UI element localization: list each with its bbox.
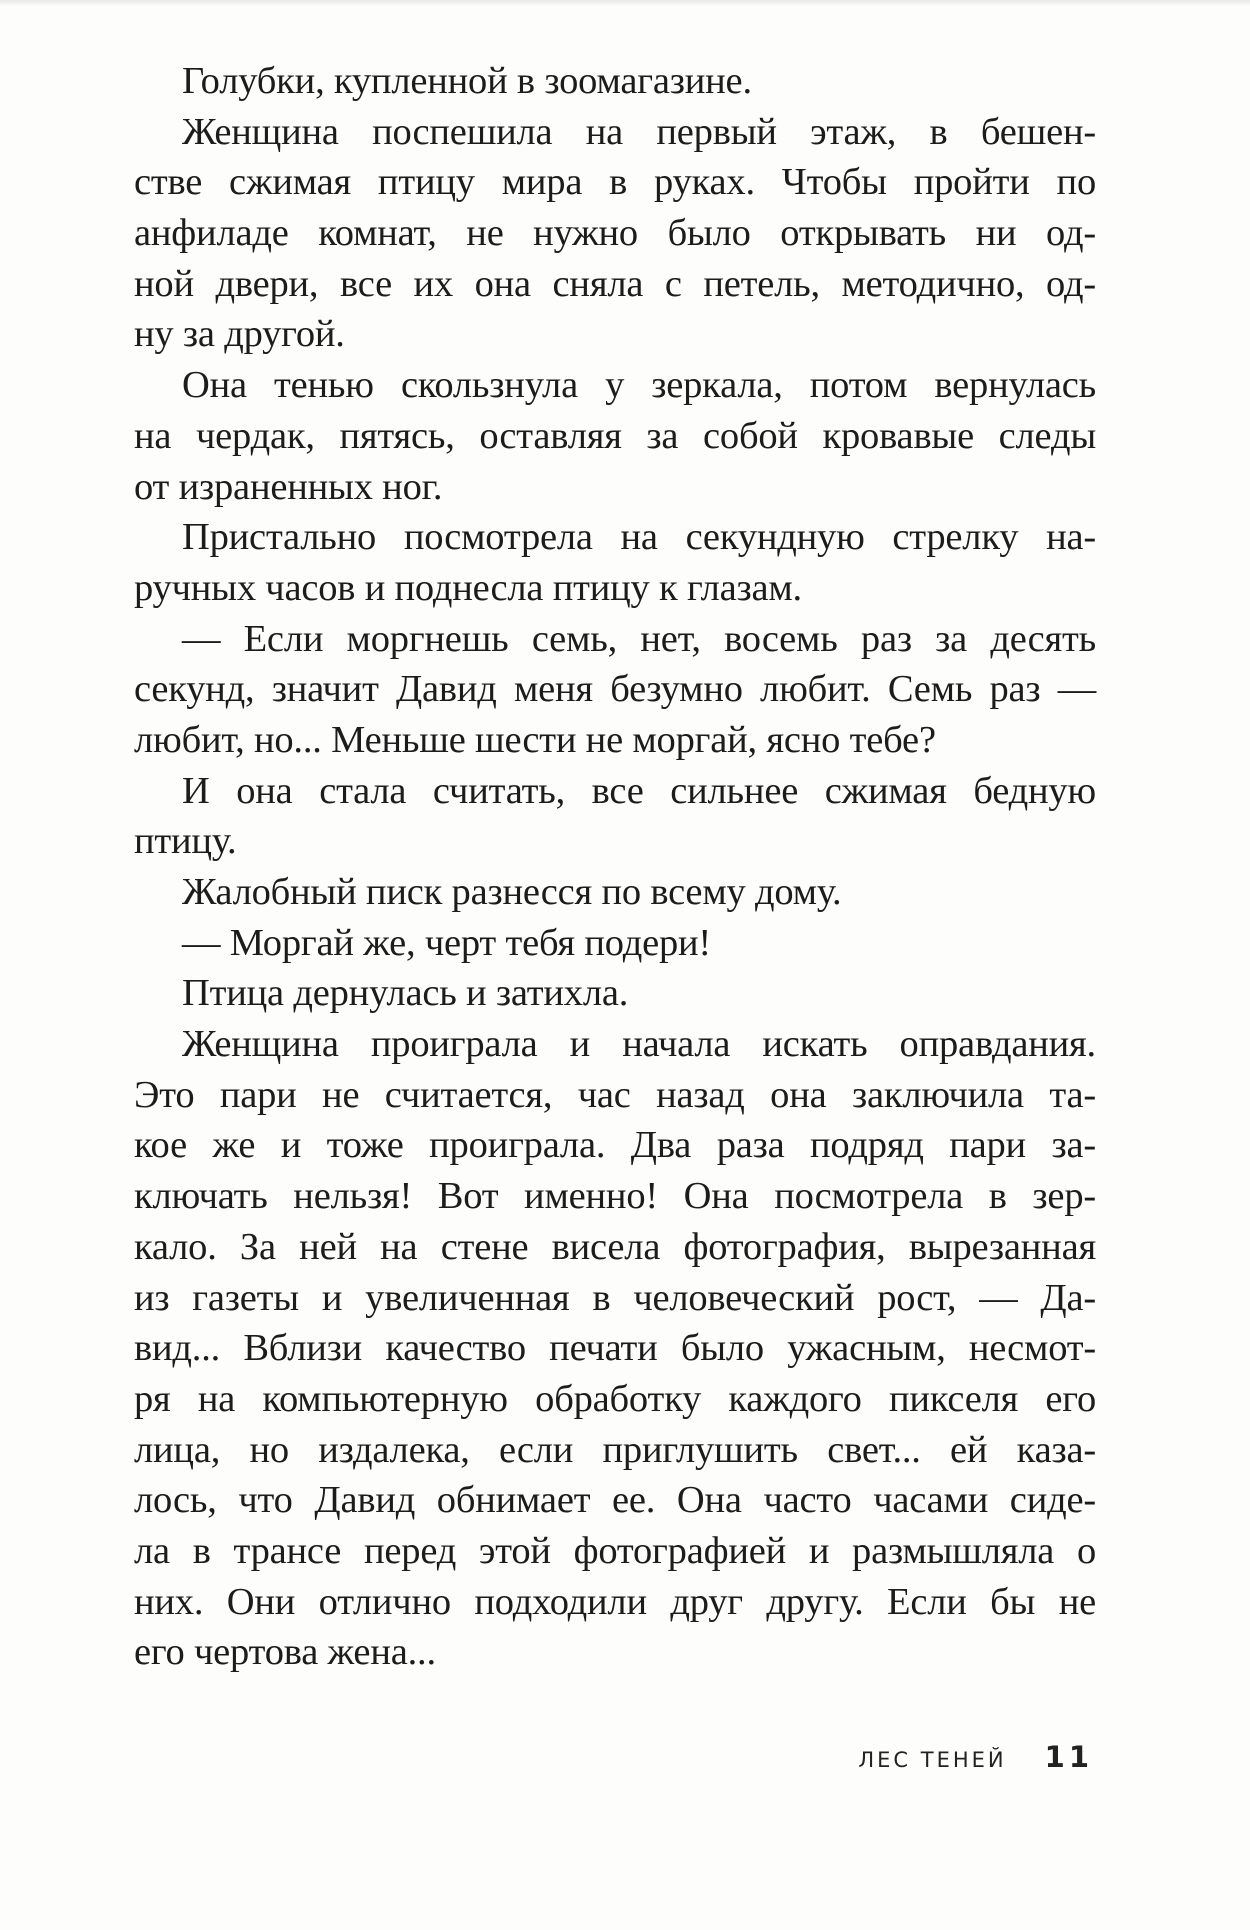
text-line: — Моргай же, черт тебя подери! [182,921,712,964]
text-line: от израненных ног. [134,465,443,508]
text-line: кало. За ней на стене висела фотография, вырезанная [134,1225,1096,1268]
text-line: из газеты и увеличенная в человеческий рост, — Да- [134,1276,1096,1319]
text-line: И она стала считать, все сильнее сжимая бедную [182,769,1096,812]
text-line: Голубки, купленной в зоомагазине. [182,60,752,102]
text-line: вид... Вблизи качество печати было ужасным, несмот- [134,1327,1096,1370]
text-line: ключать нельзя! Вот именно! Она посмотрела в зер- [134,1175,1096,1218]
text-line: ручных часов и поднесла птицу к глазам. [134,566,802,609]
page-top-edge [0,0,1250,6]
text-line: лица, но издалека, если приглушить свет... ей каза- [134,1428,1096,1471]
text-line: Женщина поспешила на первый этаж, в бешен- [182,110,1096,153]
text-line: ря на компьютерную обработку каждого пикселя его [134,1377,1096,1420]
text-line: на чердак, пятясь, оставляя за собой кровавые следы [134,414,1096,457]
text-line: ной двери, все их она сняла с петель, методично, од- [134,262,1096,305]
text-line: Птица дернулась и затихла. [182,972,629,1015]
text-line: Это пари не считается, час назад она заключила та- [134,1073,1096,1116]
text-line: секунд, значит Давид меня безумно любит. Семь раз — [134,668,1096,711]
body-text [134,56,1096,1678]
text-line: его чертова жена... [134,1631,436,1674]
text-line: ну за другой. [134,313,345,356]
text-line: анфиладе комнат, не нужно было открывать ни од- [134,212,1096,255]
text-line: — Если моргнешь семь, нет, восемь раз за десять [182,617,1096,660]
running-title: ЛЕС ТЕНЕЙ [858,1748,1007,1772]
text-line: любит, но... Меньше шести не моргай, ясно тебе? [134,718,936,761]
text-line: лось, что Давид обнимает ее. Она часто часами сиде- [134,1479,1096,1522]
text-line: ла в трансе перед этой фотографией и размышляла о [134,1529,1096,1572]
text-line: Женщина проиграла и начала искать оправдания. [182,1023,1096,1066]
text-line: птицу. [134,820,237,863]
text-line: стве сжимая птицу мира в руках. Чтобы пройти по [134,161,1096,204]
text-line: Жалобный писк разнесся по всему дому. [182,871,842,913]
text-line: Пристально посмотрела на секундную стрелку на- [182,516,1096,559]
page-number: 11 [1044,1740,1093,1774]
page-footer [858,1740,1093,1774]
text-line: Она тенью скользнула у зеркала, потом вернулась [182,364,1096,407]
text-line: них. Они отлично подходили друг другу. Если бы не [134,1580,1096,1623]
text-line: кое же и тоже проиграла. Два раза подряд пари за- [134,1124,1096,1167]
